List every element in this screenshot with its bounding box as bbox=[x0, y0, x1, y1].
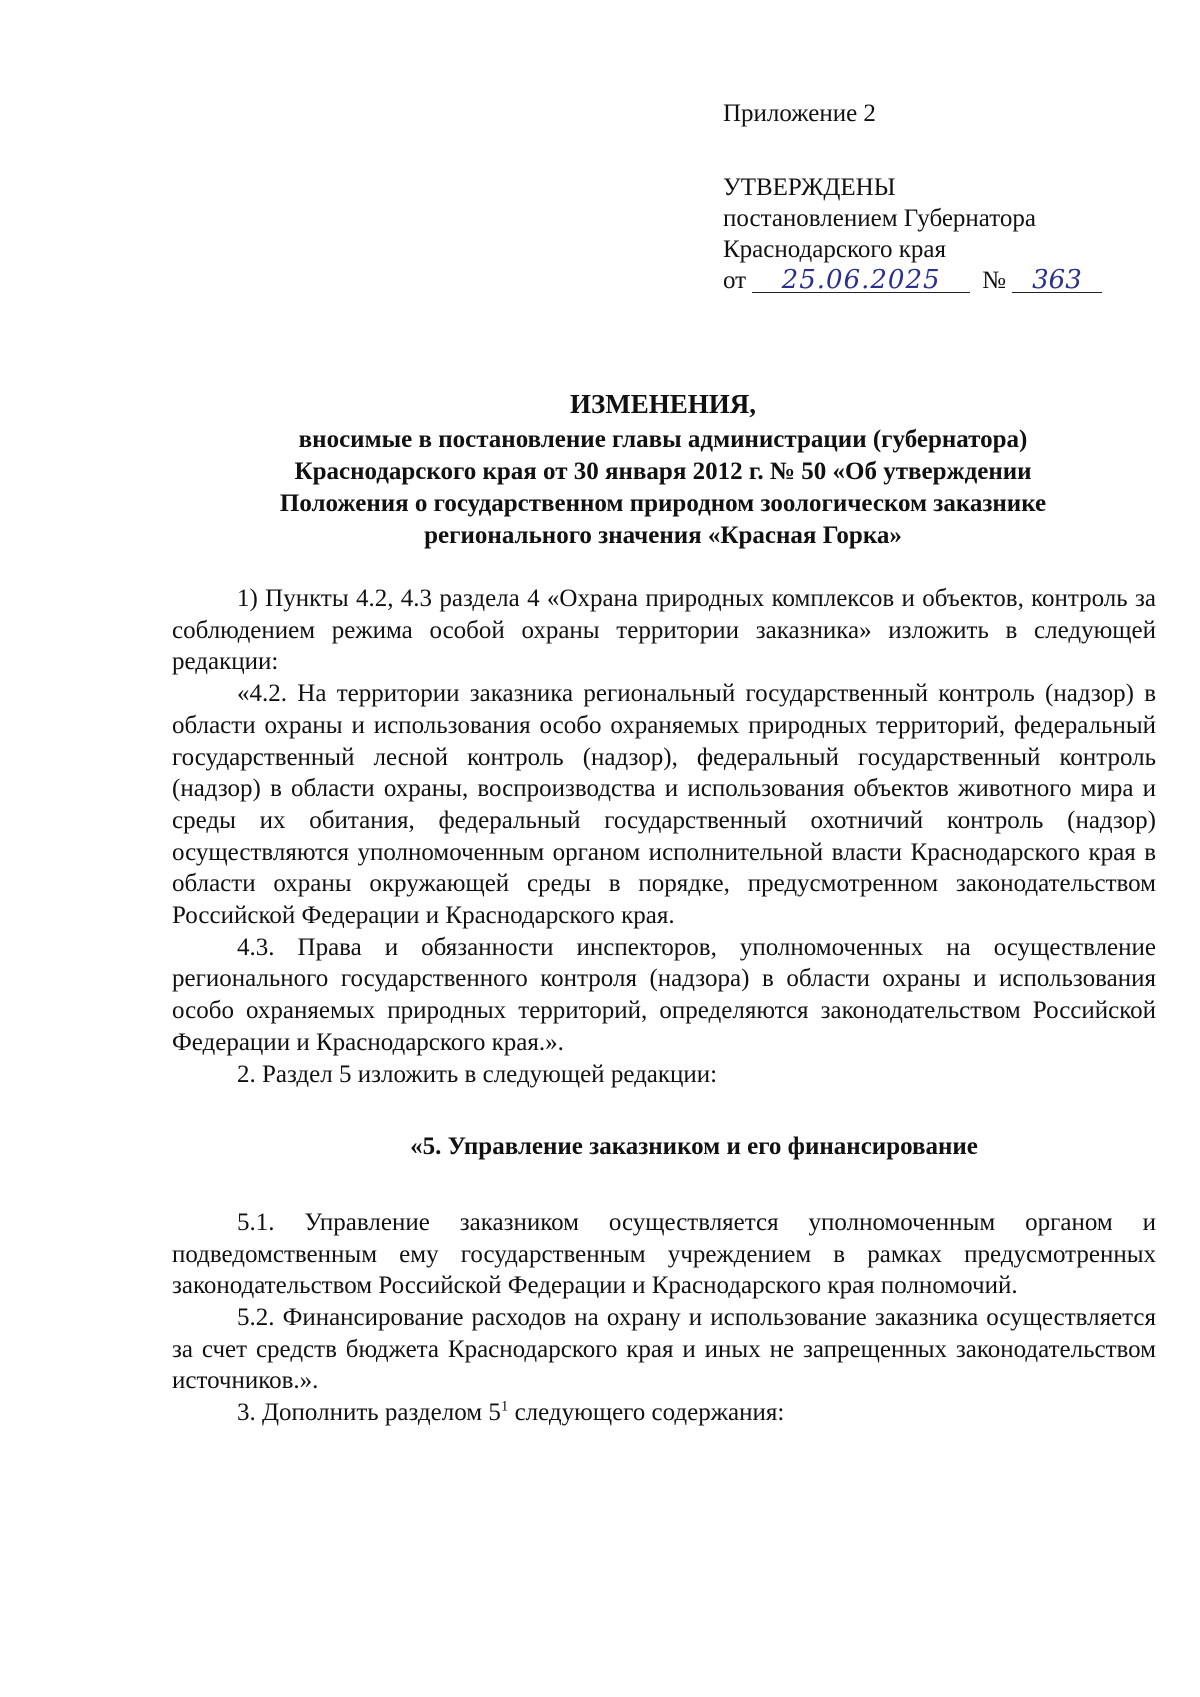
section-superscript: 1 bbox=[500, 1398, 509, 1415]
region-label: Краснодарского края bbox=[723, 236, 946, 263]
paragraph-4-3: 4.3. Права и обязанности инспекторов, уполномоченных на осуществление регионального государственного контроля (надзора) в области охраны и использования особо охраняемых природных территорий, определяются законодательством Российской Федерации и Краснодарского края.». bbox=[172, 933, 1156, 1056]
paragraph-4-2: «4.2. На территории заказника региональный государственный контроль (надзор) в области охраны и использования особо охраняемых природных территорий, федеральный государственный лесной контроль (надзор), федеральный государственный контроль (надзор) в области охраны, воспроизводства и использования объектов животного мира и среды их обитания, федеральный государственный охотничий контроль (надзор) осуществляются уполномоченным органом исполнительной власти Краснодарского края в области охраны окружающей среды в порядке, предусмотренном законодательством Российской Федерации и Краснодарского края. bbox=[172, 680, 1156, 930]
paragraph-3 bbox=[172, 1397, 1156, 1429]
paragraph-5-1: 5.1. Управление заказником осуществляется уполномоченным органом и подведомственным ему государственным учреждением в рамках предусмотренных законодательством Российской Федерации и Краснодарского края полномочий. bbox=[172, 1208, 1156, 1300]
number-sign: № bbox=[982, 267, 1006, 294]
paragraph-3-text-end: следующего содержания: bbox=[508, 1399, 785, 1427]
paragraph-5-2: 5.2. Финансирование расходов на охрану и использование заказника осуществляется за счет средств бюджета Краснодарского края и иных не запрещенных законодательством источников.». bbox=[172, 1304, 1156, 1395]
document-title-block bbox=[170, 388, 1156, 552]
handwritten-date: 25.06.2025 bbox=[752, 268, 970, 293]
document-title: ИЗМЕНЕНИЯ, bbox=[569, 389, 756, 419]
approved-by-label: постановлением Губернатора bbox=[723, 205, 1036, 232]
title-line-1: вносимые в постановление главы администрации (губернатора) bbox=[298, 426, 1028, 453]
paragraph-2: 2. Раздел 5 изложить в следующей редакции: bbox=[237, 1060, 718, 1088]
paragraph-1: 1) Пункты 4.2, 4.3 раздела 4 «Охрана природных комплексов и объектов, контроль за соблюдением режима особой охраны территории заказника» изложить в следующей редакции: bbox=[172, 585, 1156, 676]
date-prefix: от bbox=[723, 267, 747, 294]
title-line-4: регионального значения «Красная Горка» bbox=[424, 522, 902, 549]
title-line-2: Краснодарского края от 30 января 2012 г. № 50 «Об утверждении bbox=[294, 458, 1032, 485]
annex-label: Приложение 2 bbox=[723, 100, 876, 127]
date-number-row bbox=[723, 265, 1143, 296]
title-line-3: Положения о государственном природном зоологическом заказнике bbox=[279, 490, 1047, 517]
approval-block bbox=[723, 98, 1143, 296]
document-body bbox=[172, 583, 1156, 1429]
handwritten-number: 363 bbox=[1012, 268, 1102, 293]
section-5-title: «5. Управление заказником и его финансирование bbox=[410, 1133, 978, 1161]
approved-label: УТВЕРЖДЕНЫ bbox=[723, 174, 896, 201]
paragraph-3-text-start: 3. Дополнить разделом 5 bbox=[237, 1399, 501, 1427]
